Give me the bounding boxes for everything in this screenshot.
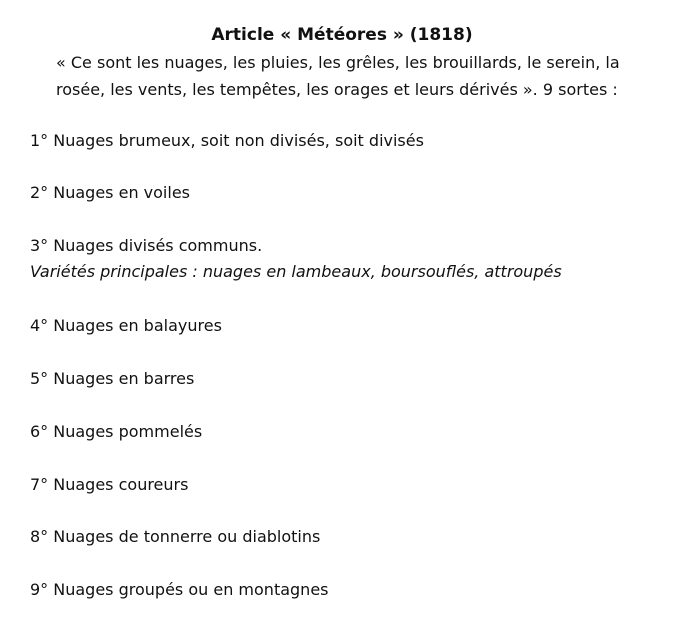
intro-line-1: « Ce sont les nuages, les pluies, les grêles, les brouillards, le serein, la	[56, 53, 620, 72]
list-item-2: 2° Nuages en voiles	[30, 183, 190, 202]
list-item-9: 9° Nuages groupés ou en montagnes	[30, 580, 329, 599]
list-item-8: 8° Nuages de tonnerre ou diablotins	[30, 527, 321, 546]
list-item-1: 1° Nuages brumeux, soit non divisés, soit divisés	[30, 131, 424, 150]
list-item-4: 4° Nuages en balayures	[30, 316, 222, 335]
intro-line-2: rosée, les vents, les tempêtes, les orages et leurs dérivés ». 9 sortes :	[56, 80, 618, 99]
list-item-7: 7° Nuages coureurs	[30, 475, 189, 494]
article-intro	[56, 49, 676, 103]
list-item-6: 6° Nuages pommelés	[30, 422, 203, 441]
list-item-5: 5° Nuages en barres	[30, 369, 195, 388]
list-item-3	[30, 235, 670, 283]
list-item-3-varieties: Variétés principales : nuages en lambeaux, boursouflés, attroupés	[30, 262, 562, 281]
article-title: Article « Météores » (1818)	[211, 25, 473, 45]
list-item-3-label: 3° Nuages divisés communs.	[30, 236, 263, 255]
